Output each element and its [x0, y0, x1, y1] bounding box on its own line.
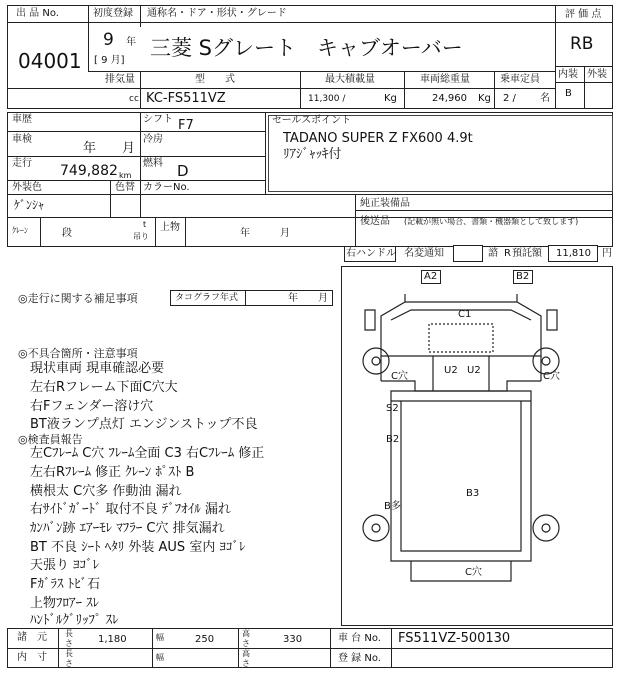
height-label-inner: 高さ — [242, 649, 250, 668]
color-label: 外装色 — [12, 182, 42, 193]
color-change-label: 色替 — [115, 182, 135, 193]
prorated-amount: 11,810 — [556, 248, 591, 259]
damage-c1: C1 — [458, 309, 472, 320]
mileage-label: 走行 — [12, 158, 32, 169]
damage-b-many: B多 — [384, 501, 401, 512]
report-line: BT 不良 ｼｰﾄ ﾍﾀﾘ 外装 AUS 室内 ﾖｺﾞﾚ — [30, 540, 246, 555]
name-change-label: 名変通知 — [404, 248, 444, 259]
inspection-month: 月 — [122, 141, 136, 156]
displacement-label: 排気量 — [105, 74, 135, 85]
first-reg-label: 初度登録 — [93, 8, 133, 19]
crane-ton-unit: t — [143, 220, 147, 229]
damage-a2: A2 — [424, 271, 438, 282]
damage-c-hole-right: C穴 — [543, 371, 560, 382]
height-value: 330 — [283, 634, 303, 645]
selling-point-2: ﾘｱｼﾞｬｯｷ付 — [283, 147, 342, 162]
defect-line: 右Fフェンダー溶け穴 — [30, 399, 154, 414]
prorated-unit: 円 — [602, 248, 612, 259]
name-change-field — [453, 245, 483, 262]
model-label: 型 式 — [195, 74, 235, 85]
defects-label: ◎不具合箇所・注意事項 — [18, 347, 138, 360]
crane-label: ｸﾚｰﾝ — [12, 226, 28, 235]
aftermarket-label: 後送品 — [360, 216, 390, 227]
damage-c-hole-bottom: C穴 — [465, 567, 482, 578]
max-load-value: 11,300 / — [308, 94, 346, 104]
interior-grade-label: 内装 — [558, 69, 578, 80]
gross-weight-value: 24,960 — [432, 93, 467, 104]
damage-b2-side: B2 — [386, 434, 400, 445]
inspector-report-label: ◎検査員報告 — [18, 433, 83, 446]
registration-label: 登 録 No. — [338, 653, 381, 664]
dims-label: 諸 元 — [17, 632, 47, 643]
inspection-label: 車検 — [12, 134, 32, 145]
report-line: ﾊﾝﾄﾞﾙｸﾞﾘｯﾌﾟ ｽﾚ — [30, 613, 119, 628]
gross-weight-label: 車両総重量 — [420, 74, 470, 85]
report-line: 横根太 C穴多 作動油 漏れ — [30, 484, 182, 499]
report-line: 天張り ﾖｺﾞﾚ — [30, 558, 100, 573]
report-line: Fｶﾞﾗｽ ﾄﾋﾞ石 — [30, 577, 101, 592]
color-code-label: カラーNo. — [143, 182, 190, 193]
first-reg-month: [ 9 月] — [94, 55, 125, 66]
damage-b3: B3 — [466, 488, 480, 499]
lot-no-label: 出 品 No. — [16, 8, 59, 19]
report-line: 左右Rﾌﾚｰﾑ 修正 ｸﾚｰﾝ ﾎﾟｽﾄ B — [30, 465, 195, 480]
mounted-label: 上物 — [160, 222, 180, 233]
crane-hang-unit: 吊り — [133, 232, 149, 241]
shift-value: F7 — [178, 118, 194, 133]
crane-stage-unit: 段 — [62, 228, 72, 239]
chassis-value: FS511VZ-500130 — [398, 631, 511, 646]
genuine-equipment-label: 純正装備品 — [360, 198, 410, 209]
year-unit: 年 — [126, 37, 136, 48]
vehicle-name: 三菱 Sグレート キャブオーバー — [150, 36, 463, 60]
mileage-unit: km — [119, 171, 132, 180]
aftermarket-note: (記載が無い場合、書類・機器類として致します) — [404, 217, 579, 226]
damage-c-hole-left: C穴 — [391, 371, 408, 382]
tacho-year: 年 — [288, 293, 298, 304]
damage-u2-left: U2 — [444, 365, 458, 376]
tax-label: 諮 — [488, 248, 498, 259]
width-label-inner: 幅 — [156, 653, 164, 662]
report-line: 左Cﾌﾚｰﾑ C穴 ﾌﾚｰﾑ全面 C3 右Cﾌﾚｰﾑ 修正 — [30, 446, 265, 461]
r-prefix: R — [504, 248, 511, 259]
model-value: KC-FS511VZ — [146, 91, 226, 106]
height-label: 高さ — [242, 629, 250, 648]
tacho-month: 月 — [318, 293, 328, 304]
shift-label: シフト — [143, 114, 173, 125]
score: RB — [570, 34, 594, 54]
damage-s2: S2 — [386, 403, 399, 414]
damage-u2-right: U2 — [467, 365, 481, 376]
gross-weight-unit: Kg — [478, 93, 491, 104]
report-line: 上物ﾌﾛｱｰ ｽﾚ — [30, 596, 100, 611]
report-line: ｶﾝﾊﾞﾝ跡 ｴｱｰﾓﾚ ﾏﾌﾗｰ C穴 排気漏れ — [30, 521, 225, 536]
capacity-value: 2 / — [503, 93, 516, 104]
color-value: ｹﾞﾝｼｬ — [14, 198, 45, 212]
interior-dims-label: 内 寸 — [17, 652, 47, 663]
report-line: 右ｻｲﾄﾞｶﾞｰﾄﾞ 取付不良 ﾃﾞﾌｵｲﾙ 漏れ — [30, 502, 231, 517]
damage-b2: B2 — [516, 271, 530, 282]
max-load-label: 最大積載量 — [325, 74, 375, 85]
mounted-month: 月 — [280, 228, 290, 239]
running-notes-label: ◎走行に関する補足事項 — [18, 292, 138, 305]
score-label: 評 価 点 — [565, 9, 602, 20]
width-label: 幅 — [156, 633, 164, 642]
selling-point-1: TADANO SUPER Z FX600 4.9t — [283, 131, 473, 146]
mounted-year: 年 — [240, 228, 250, 239]
max-load-unit: Kg — [384, 93, 397, 104]
inspection-year: 年 — [83, 141, 97, 156]
mileage-value: 749,882 — [60, 163, 118, 179]
lot-no: 04001 — [18, 49, 82, 73]
length-label: 長さ — [65, 629, 73, 648]
width-value: 250 — [195, 634, 215, 645]
capacity-label: 乗車定員 — [500, 74, 540, 85]
first-reg-year: 9 — [103, 30, 114, 50]
history-label: 車歴 — [12, 114, 32, 125]
length-value: 1,180 — [98, 634, 127, 645]
right-hand-drive: 右ハンドル — [346, 248, 396, 259]
ac-label: 冷房 — [143, 134, 163, 145]
vehicle-name-label: 通称名・ドア・形状・グレード — [147, 8, 287, 19]
exterior-grade-label: 外装 — [587, 69, 607, 80]
interior-grade: B — [565, 88, 572, 99]
defect-line: BT液ランプ点灯 エンジンストップ不良 — [30, 417, 258, 432]
length-label-inner: 長さ — [65, 649, 73, 668]
tacho-label: タコグラフ年式 — [175, 293, 239, 303]
fuel-value: D — [177, 162, 189, 180]
fuel-label: 燃料 — [143, 158, 163, 169]
displacement-unit: cc — [129, 94, 139, 104]
chassis-label: 車 台 No. — [338, 633, 381, 644]
capacity-unit: 名 — [540, 93, 550, 104]
defect-line: 現状車両 現車確認必要 — [30, 361, 165, 376]
selling-points-label: セールスポイント — [272, 115, 352, 126]
prorated-label: 預託額 — [512, 248, 542, 259]
defect-line: 左右Rフレーム下面C穴大 — [30, 380, 178, 395]
